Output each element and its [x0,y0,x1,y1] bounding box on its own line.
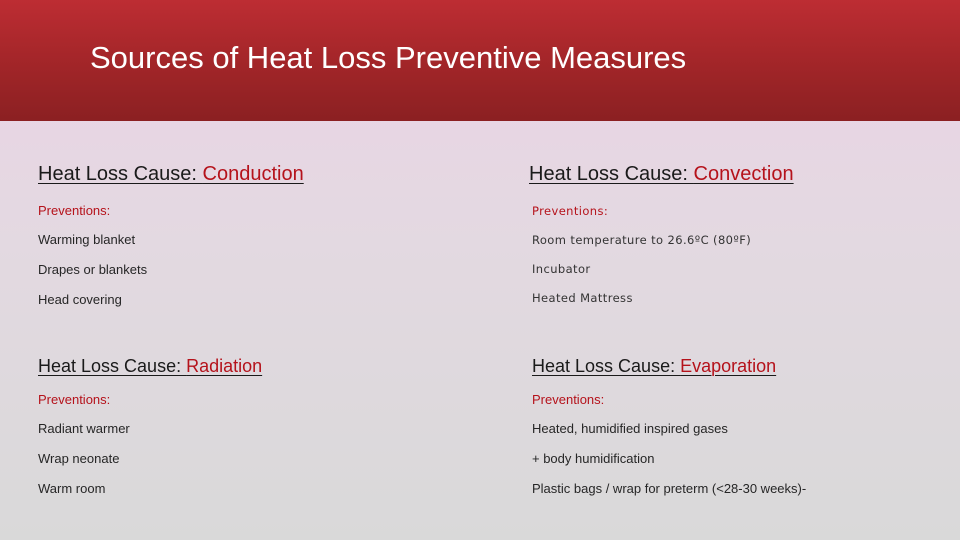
prevention-item: Wrap neonate [38,451,120,466]
prevention-item: Incubator [532,262,591,276]
prevention-item: Heated Mattress [532,291,633,305]
section-heading [529,163,794,186]
section-heading [38,163,304,186]
preventions-label: Preventions: [38,203,111,218]
preventions-label: Preventions: [532,204,609,218]
section-radiation [38,356,262,496]
title-bar [0,0,960,121]
prevention-item: Heated, humidified inspired gases [532,421,728,436]
heading-prefix: Heat Loss Cause: [38,163,203,185]
prevention-item: + body humidification [532,451,655,466]
section-convection [529,163,794,305]
prevention-item: Plastic bags / wrap for preterm (<28-30 weeks)- [532,481,807,496]
section-heading [38,356,262,377]
preventions-label: Preventions: [532,392,605,407]
slide-title: Sources of Heat Loss Preventive Measures [90,40,687,75]
prevention-item: Radiant warmer [38,421,130,436]
prevention-item: Warm room [38,481,106,496]
section-conduction [38,163,304,307]
cause-name: Convection [693,163,794,185]
heading-prefix: Heat Loss Cause: [532,356,681,376]
prevention-item: Room temperature to 26.6ºC (80ºF) [532,233,752,247]
prevention-item: Warming blanket [38,232,136,247]
prevention-item: Head covering [38,292,122,307]
cause-name: Radiation [186,356,263,376]
heading-prefix: Heat Loss Cause: [529,163,694,185]
preventions-label: Preventions: [38,392,111,407]
heading-prefix: Heat Loss Cause: [38,356,187,376]
section-heading [532,356,806,377]
cause-name: Evaporation [680,356,777,376]
prevention-item: Drapes or blankets [38,262,148,277]
cause-name: Conduction [202,163,304,185]
section-evaporation [532,356,806,496]
